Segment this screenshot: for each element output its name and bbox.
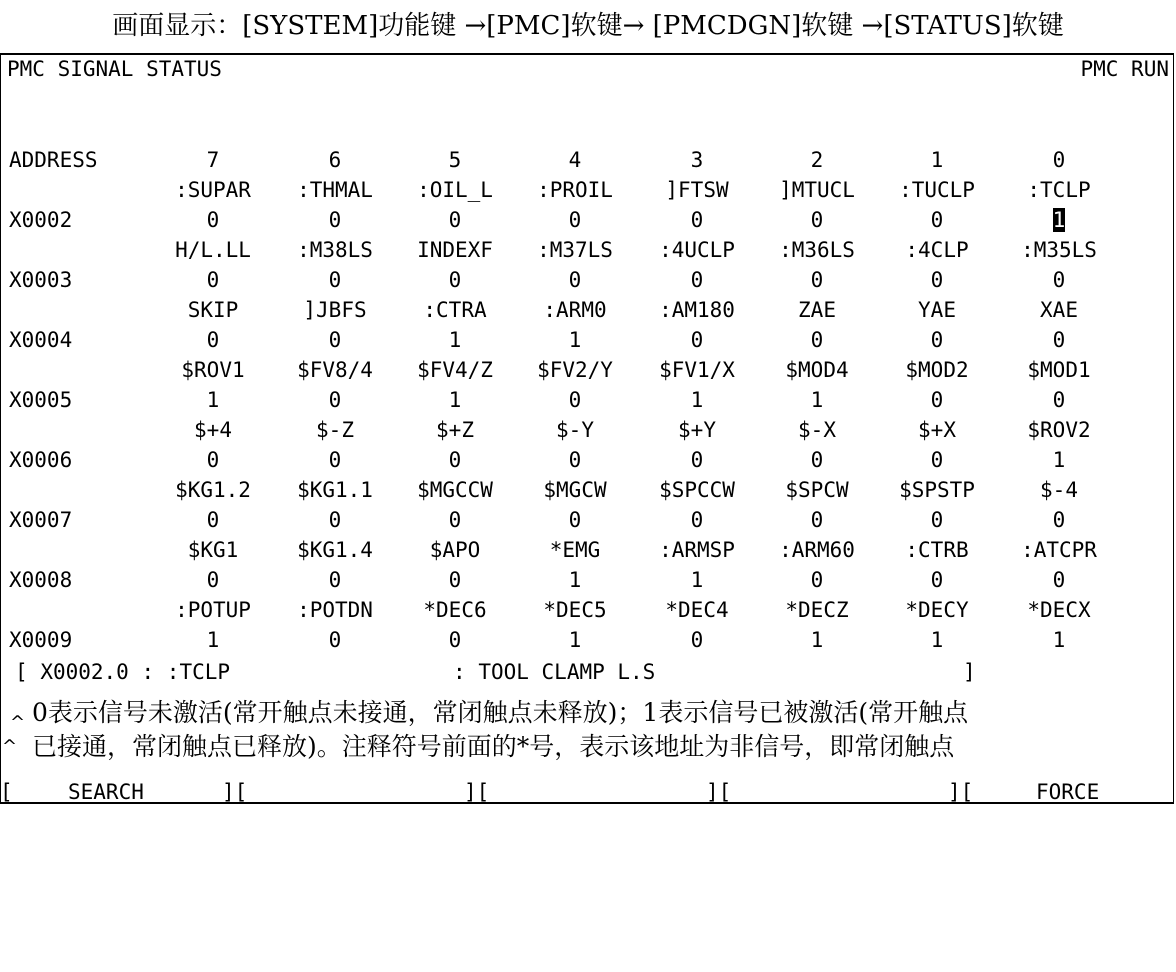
signal-value	[877, 388, 997, 412]
signal-name: *DEC5	[543, 598, 607, 622]
signal-value	[153, 628, 273, 652]
address-header: ADDRESS	[9, 148, 98, 172]
signal-name: $FV8/4	[297, 358, 373, 382]
signal-value	[515, 568, 635, 592]
signal-name: ]MTUCL	[779, 178, 855, 202]
signal-value	[515, 268, 635, 292]
signal-value	[999, 568, 1119, 592]
signal-name: $KG1.2	[175, 478, 251, 502]
pmc-screen	[0, 53, 1174, 804]
signal-value	[395, 568, 515, 592]
signal-bit[interactable]: 0	[1052, 508, 1066, 532]
signal-name: :OIL_L	[417, 178, 493, 202]
signal-name: $APO	[429, 538, 481, 562]
softkey-separator-1: ][	[222, 780, 248, 804]
signal-name: :THMAL	[297, 178, 373, 202]
signal-bit[interactable]: 0	[568, 208, 582, 232]
softkey-bar	[0, 780, 1176, 972]
signal-bit[interactable]: 0	[810, 568, 824, 592]
signal-value	[153, 448, 273, 472]
signal-bit[interactable]: 0	[568, 268, 582, 292]
scroll-up-mark: ^	[10, 712, 26, 733]
signal-name: $FV1/X	[659, 358, 735, 382]
pmc-run-status: PMC RUN	[1080, 57, 1169, 81]
signal-value	[757, 388, 877, 412]
signal-value	[877, 508, 997, 532]
signal-bit[interactable]: 1	[690, 568, 704, 592]
note-line-2: 已接通，常闭触点已释放)。注释符号前面的*号，表示该地址为非信号，即常闭触点	[32, 732, 955, 761]
signal-bit[interactable]: 0	[930, 448, 944, 472]
signal-bit[interactable]: 0	[930, 328, 944, 352]
signal-name: INDEXF	[417, 238, 493, 262]
signal-bit[interactable]: 0	[328, 388, 342, 412]
signal-bit[interactable]: 0	[448, 508, 462, 532]
signal-value	[999, 268, 1119, 292]
signal-name: :ARM0	[543, 298, 607, 322]
signal-value	[395, 388, 515, 412]
signal-bit[interactable]: 0	[690, 628, 704, 652]
signal-name: $+Z	[436, 418, 474, 442]
address-label: X0005	[9, 388, 73, 412]
signal-bit[interactable]: 0	[1052, 328, 1066, 352]
signal-value	[395, 628, 515, 652]
info-separator-2: :	[453, 660, 466, 684]
cursor-highlight[interactable]: 1	[1052, 208, 1066, 232]
signal-name: H/L.LL	[175, 238, 251, 262]
signal-bit[interactable]: 1	[568, 328, 582, 352]
signal-name: :M38LS	[297, 238, 373, 262]
signal-name: $FV2/Y	[537, 358, 613, 382]
signal-bit[interactable]: 1	[810, 388, 824, 412]
bit-header: 0	[1052, 148, 1066, 172]
signal-bit[interactable]: 0	[448, 208, 462, 232]
signal-value	[275, 568, 395, 592]
info-address: X0002.0	[40, 660, 129, 684]
signal-value	[515, 628, 635, 652]
signal-name: :POTDN	[297, 598, 373, 622]
signal-name: ]FTSW	[665, 178, 729, 202]
signal-name: :M36LS	[779, 238, 855, 262]
signal-bit[interactable]: 1	[1052, 448, 1066, 472]
signal-value	[757, 628, 877, 652]
signal-bit[interactable]: 1	[810, 628, 824, 652]
signal-value	[757, 448, 877, 472]
signal-name: :CTRA	[423, 298, 487, 322]
signal-bit[interactable]: 0	[328, 208, 342, 232]
signal-bit[interactable]: 0	[328, 448, 342, 472]
signal-value	[515, 388, 635, 412]
signal-name: $-X	[798, 418, 836, 442]
signal-bit[interactable]: 0	[690, 508, 704, 532]
signal-bit[interactable]: 0	[206, 268, 220, 292]
softkey-separator-3: ][	[706, 780, 732, 804]
signal-name: $ROV1	[181, 358, 245, 382]
signal-bit[interactable]: 0	[810, 268, 824, 292]
signal-name: :TUCLP	[899, 178, 975, 202]
signal-bit[interactable]: 0	[930, 268, 944, 292]
address-label: X0008	[9, 568, 73, 592]
signal-bit[interactable]: 0	[206, 508, 220, 532]
signal-bit[interactable]: 0	[568, 508, 582, 532]
signal-name: $MOD4	[785, 358, 849, 382]
info-comment-group	[453, 660, 655, 684]
softkey-separator-4: ][	[948, 780, 974, 804]
screen-caption: 画面显示：[SYSTEM]功能键 →[PMC]软键→ [PMCDGN]软键 →[STATUS]软键	[112, 11, 1064, 41]
signal-bit[interactable]: 0	[930, 388, 944, 412]
signal-name: :ARM60	[779, 538, 855, 562]
signal-value	[757, 208, 877, 232]
signal-bit[interactable]: 0	[810, 328, 824, 352]
signal-value	[999, 448, 1119, 472]
signal-bit[interactable]: 0	[328, 628, 342, 652]
signal-name: :ATCPR	[1021, 538, 1097, 562]
bit-header: 2	[810, 148, 824, 172]
signal-name: :POTUP	[175, 598, 251, 622]
signal-bit[interactable]: 0	[206, 208, 220, 232]
signal-name: ZAE	[798, 298, 836, 322]
signal-bit[interactable]: 0	[206, 328, 220, 352]
signal-bit[interactable]: 0	[690, 268, 704, 292]
signal-value	[999, 628, 1119, 652]
signal-name: *DECY	[905, 598, 969, 622]
info-symbol: :TCLP	[166, 660, 231, 684]
screen-title: PMC SIGNAL STATUS	[7, 57, 222, 81]
force-softkey[interactable]: FORCE	[1036, 780, 1100, 804]
signal-value	[877, 628, 997, 652]
signal-value	[637, 208, 757, 232]
signal-bit[interactable]: 0	[328, 568, 342, 592]
signal-name: :PROIL	[537, 178, 613, 202]
signal-value	[515, 448, 635, 472]
signal-bit[interactable]: 0	[690, 328, 704, 352]
signal-name: $-Z	[316, 418, 354, 442]
signal-bit[interactable]: 1	[448, 328, 462, 352]
signal-bit[interactable]: 1	[206, 628, 220, 652]
signal-name: $SPCW	[785, 478, 849, 502]
signal-value	[275, 388, 395, 412]
signal-value	[757, 508, 877, 532]
address-label: X0007	[9, 508, 73, 532]
signal-bit[interactable]: 0	[810, 448, 824, 472]
address-label: X0003	[9, 268, 73, 292]
signal-value	[637, 568, 757, 592]
signal-value	[153, 268, 273, 292]
signal-bit[interactable]: 1	[206, 388, 220, 412]
signal-value	[275, 448, 395, 472]
signal-bit[interactable]: 1	[690, 388, 704, 412]
signal-name: *DEC6	[423, 598, 487, 622]
softkey-separator-2: ][	[464, 780, 490, 804]
signal-name: $FV4/Z	[417, 358, 493, 382]
signal-bit[interactable]: 1	[930, 628, 944, 652]
signal-bit[interactable]: 0	[810, 208, 824, 232]
signal-bit[interactable]: 0	[930, 508, 944, 532]
signal-name: YAE	[918, 298, 956, 322]
scroll-up-mark-2: ^	[2, 736, 18, 757]
signal-name: SKIP	[187, 298, 239, 322]
signal-bit[interactable]: 1	[568, 568, 582, 592]
info-separator: :	[141, 660, 155, 684]
signal-bit[interactable]: 1	[568, 628, 582, 652]
signal-name: :M37LS	[537, 238, 613, 262]
signal-bit[interactable]: 0	[568, 448, 582, 472]
signal-name: $-4	[1040, 478, 1078, 502]
signal-value	[877, 208, 997, 232]
signal-value	[999, 328, 1119, 352]
signal-bit[interactable]: 0	[1052, 388, 1066, 412]
signal-name: $MGCW	[543, 478, 607, 502]
signal-bit[interactable]: 0	[448, 448, 462, 472]
signal-value	[877, 568, 997, 592]
search-softkey[interactable]: SEARCH	[68, 780, 144, 804]
signal-name: $MOD1	[1027, 358, 1091, 382]
signal-name: :ARMSP	[659, 538, 735, 562]
bit-header: 1	[930, 148, 944, 172]
signal-name: :AM180	[659, 298, 735, 322]
signal-value	[153, 208, 273, 232]
signal-name: $KG1	[187, 538, 239, 562]
signal-name: *EMG	[549, 538, 601, 562]
info-comment: TOOL CLAMP L.S	[478, 660, 656, 684]
signal-name: $-Y	[556, 418, 594, 442]
signal-value	[153, 388, 273, 412]
signal-bit[interactable]: 0	[568, 388, 582, 412]
signal-name: $ROV2	[1027, 418, 1091, 442]
bit-header: 3	[690, 148, 704, 172]
info-open-bracket: [	[15, 660, 28, 684]
signal-name: $KG1.4	[297, 538, 373, 562]
signal-name: *DEC4	[665, 598, 729, 622]
signal-value	[395, 268, 515, 292]
explanation-note	[32, 696, 968, 764]
signal-name: $+X	[918, 418, 956, 442]
signal-name: $SPSTP	[899, 478, 975, 502]
address-label: X0004	[9, 328, 73, 352]
signal-bit[interactable]: 0	[930, 208, 944, 232]
signal-name: :CTRB	[905, 538, 969, 562]
signal-value	[275, 328, 395, 352]
signal-value	[637, 388, 757, 412]
signal-bit[interactable]: 0	[206, 448, 220, 472]
signal-value	[275, 208, 395, 232]
signal-name: *DECX	[1027, 598, 1091, 622]
signal-value	[999, 508, 1119, 532]
signal-value	[637, 448, 757, 472]
address-label: X0009	[9, 628, 73, 652]
signal-bit[interactable]: 0	[1052, 568, 1066, 592]
signal-name: :TCLP	[1027, 178, 1091, 202]
signal-value	[757, 268, 877, 292]
signal-value	[999, 208, 1119, 232]
signal-value	[877, 268, 997, 292]
signal-value	[515, 508, 635, 532]
address-label: X0006	[9, 448, 73, 472]
signal-name: $SPCCW	[659, 478, 735, 502]
signal-value	[395, 508, 515, 532]
signal-value	[757, 568, 877, 592]
signal-bit[interactable]: 0	[448, 568, 462, 592]
signal-name: :4CLP	[905, 238, 969, 262]
info-line	[15, 660, 230, 684]
signal-value	[757, 328, 877, 352]
signal-name: :4UCLP	[659, 238, 735, 262]
signal-bit[interactable]: 0	[690, 448, 704, 472]
bit-header: 5	[448, 148, 462, 172]
signal-name: $+4	[194, 418, 232, 442]
signal-bit[interactable]: 0	[690, 208, 704, 232]
signal-value	[637, 268, 757, 292]
signal-name: $+Y	[678, 418, 716, 442]
signal-name: :M35LS	[1021, 238, 1097, 262]
address-label: X0002	[9, 208, 73, 232]
signal-bit[interactable]: 0	[328, 328, 342, 352]
signal-value	[153, 508, 273, 532]
info-close-bracket: ]	[963, 660, 976, 684]
signal-bit[interactable]: 0	[206, 568, 220, 592]
signal-value	[877, 328, 997, 352]
signal-value	[395, 328, 515, 352]
signal-value	[637, 328, 757, 352]
signal-name: ]JBFS	[303, 298, 367, 322]
signal-bit[interactable]: 0	[1052, 268, 1066, 292]
bit-header: 7	[206, 148, 220, 172]
signal-bit[interactable]: 0	[448, 268, 462, 292]
bit-header: 6	[328, 148, 342, 172]
signal-bit[interactable]: 0	[930, 568, 944, 592]
signal-name: *DECZ	[785, 598, 849, 622]
signal-bit[interactable]: 0	[448, 628, 462, 652]
signal-value	[275, 508, 395, 532]
signal-value	[877, 448, 997, 472]
bit-header: 4	[568, 148, 582, 172]
signal-bit[interactable]: 0	[810, 508, 824, 532]
signal-value	[637, 508, 757, 532]
signal-value	[275, 268, 395, 292]
signal-name: $MGCCW	[417, 478, 493, 502]
signal-value	[999, 388, 1119, 412]
signal-bit[interactable]: 1	[448, 388, 462, 412]
signal-value	[515, 208, 635, 232]
signal-bit[interactable]: 1	[1052, 628, 1066, 652]
note-line-1: 0表示信号未激活(常开触点未接通，常闭触点未释放)；1表示信号已被激活(常开触点	[32, 698, 969, 727]
signal-value	[395, 448, 515, 472]
signal-name: :SUPAR	[175, 178, 251, 202]
signal-bit[interactable]: 0	[328, 268, 342, 292]
signal-name: $MOD2	[905, 358, 969, 382]
signal-name: $KG1.1	[297, 478, 373, 502]
signal-value	[153, 568, 273, 592]
signal-value	[275, 628, 395, 652]
signal-value	[515, 328, 635, 352]
signal-bit[interactable]: 0	[328, 508, 342, 532]
signal-value	[637, 628, 757, 652]
signal-value	[395, 208, 515, 232]
signal-value	[153, 328, 273, 352]
signal-name: XAE	[1040, 298, 1078, 322]
softkey-left-bracket: [	[0, 780, 13, 804]
